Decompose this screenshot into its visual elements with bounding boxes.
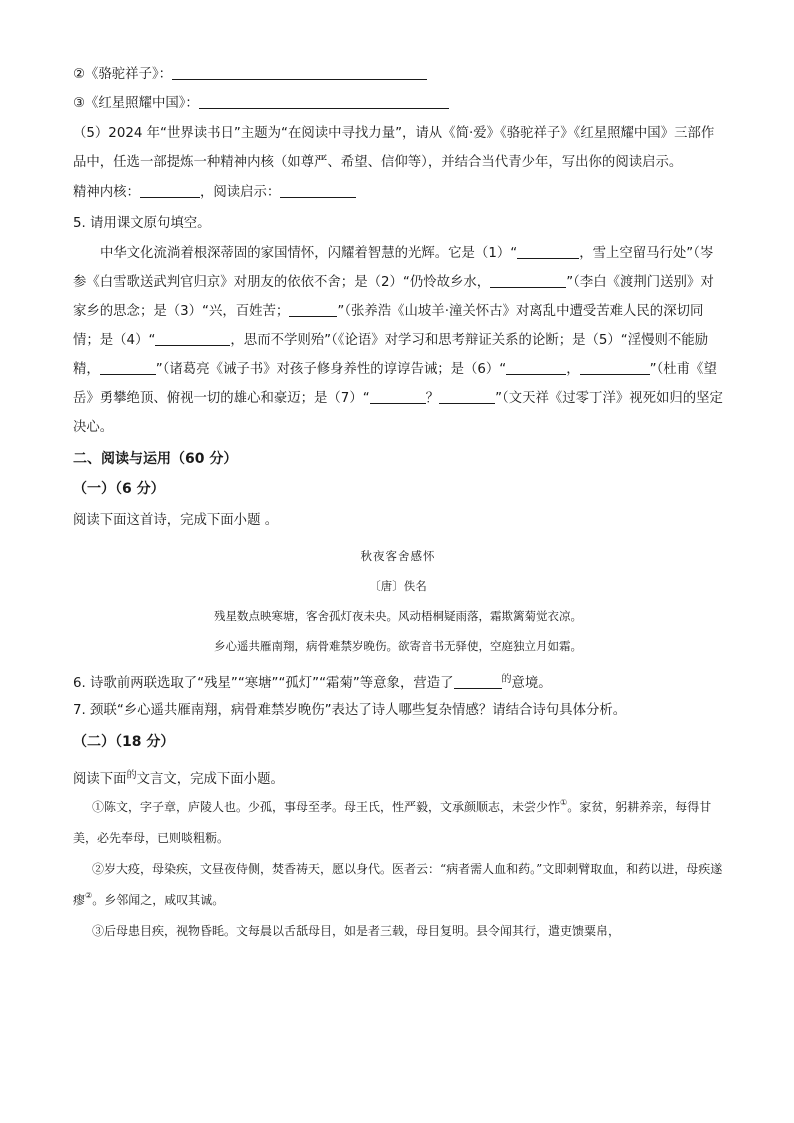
text-run: 阅读下面 bbox=[73, 772, 127, 787]
answer-blank[interactable] bbox=[172, 65, 427, 80]
answer-blank[interactable] bbox=[100, 360, 156, 375]
poem bbox=[73, 541, 723, 661]
part1-intro: 阅读下面这首诗，完成下面小题 。 bbox=[73, 513, 279, 528]
classical-paragraph-2 bbox=[73, 854, 723, 916]
classical-paragraph-3: ③后母患目疾，视物昏眊。文每晨以舌舐母目，如是者三载，母目复明。县令闻其行，遣吏馈粟帛， bbox=[92, 924, 621, 938]
text-run: 意境。 bbox=[511, 676, 552, 691]
text-run: ”（杜甫《望岳》勇攀绝顶、俯视一切的雄心和豪迈；是（7）“ bbox=[73, 362, 717, 406]
text-run: ”（文天祥《过零丁洋》视死如归的坚定决心。 bbox=[73, 391, 723, 435]
answer-blank[interactable] bbox=[506, 360, 566, 375]
poem-author: 〔唐〕佚名 bbox=[369, 579, 427, 593]
answer-blank[interactable] bbox=[289, 302, 337, 317]
text-run: 的 bbox=[501, 674, 512, 685]
text-run: ？ bbox=[425, 391, 440, 406]
text-run: 。乡邻闻之，咸叹其诚。 bbox=[92, 893, 225, 907]
answer-blank[interactable] bbox=[490, 273, 566, 288]
part2-title: （二）（18 分） bbox=[73, 734, 175, 750]
poem-line: 残星数点映寒塘，客舍孤灯夜未央。风动梧桐疑雨落，霜欺篱菊觉衣凉。 bbox=[214, 609, 582, 623]
footnote-marker: ① bbox=[560, 798, 568, 807]
q5-title: 5. 请用课文原句填空。 bbox=[73, 216, 211, 231]
text-run: ，思而不学则殆”（《论语》对学习和思考辩证关系的论断；是（5）“淫慢则不能励精， bbox=[73, 333, 709, 377]
text-run: ，雪上空留马行处”（岑参《白雪歌送武判官归京》对朋友的依依不舍；是（2）“仍怜故乡水， bbox=[73, 246, 714, 290]
poem-title: 秋夜客舍感怀 bbox=[360, 549, 436, 563]
poem-line: 乡心遥共雁南翔，病骨难禁岁晚伤。欲寄音书无驿使，空庭独立月如霜。 bbox=[214, 639, 582, 653]
answer-blank[interactable] bbox=[517, 244, 579, 259]
answer-blank[interactable] bbox=[580, 360, 650, 375]
q7: 7. 颈联“乡心遥共雁南翔，病骨难禁岁晚伤”表达了诗人哪些复杂情感？请结合诗句具体分析。 bbox=[73, 703, 627, 718]
text-run: 的 bbox=[126, 770, 137, 781]
text-run: 文言文，完成下面小题。 bbox=[136, 772, 284, 787]
answer-blank[interactable] bbox=[140, 183, 200, 198]
q4-part5-text: （5）2024 年“世界读书日”主题为“在阅读中寻找力量”，请从《简·爱》《骆驼祥子》《红星照耀中国》三部作品中，任选一部提炼一种精神内核（如尊严、希望、信仰等），并结合当代青少年，写出你的阅读启示。 bbox=[73, 126, 715, 170]
q5-fill-paragraph bbox=[73, 239, 723, 442]
q4-item2-label: ②《骆驼祥子》： bbox=[73, 67, 173, 82]
spirit-core-label: 精神内核： bbox=[73, 185, 140, 200]
part1-title: （一）（6 分） bbox=[73, 481, 165, 497]
text-run: ”（诸葛亮《诫子书》对孩子修身养性的谆谆告诫；是（6）“ bbox=[155, 362, 507, 377]
text-run: ①陈文，字子章，庐陵人也。少孤，事母至孝。母王氏，性严毅，文承颜顺志，未尝少怍 bbox=[92, 800, 561, 814]
answer-blank[interactable] bbox=[454, 674, 502, 689]
answer-blank[interactable] bbox=[439, 389, 495, 404]
text-run: ”（李白《渡荆门送别》对家乡的思念；是（3）“兴，百姓苦； bbox=[73, 275, 714, 319]
answer-blank[interactable] bbox=[155, 331, 230, 346]
reading-insight-label: ，阅读启示： bbox=[199, 185, 281, 200]
q4-item3-label: ③《红星照耀中国》： bbox=[73, 96, 199, 111]
text-run: ， bbox=[566, 362, 580, 377]
q6 bbox=[73, 667, 723, 692]
q4-answer-line bbox=[73, 180, 723, 205]
classical-paragraph-1 bbox=[73, 792, 723, 854]
text-run: 中华文化流淌着根深蒂固的家国情怀，闪耀着智慧的光辉。它是（1）“ bbox=[100, 246, 518, 261]
answer-blank[interactable] bbox=[370, 389, 426, 404]
answer-blank[interactable] bbox=[280, 183, 356, 198]
answer-blank[interactable] bbox=[199, 94, 449, 109]
footnote-marker: ② bbox=[85, 891, 93, 900]
section-title: 二、阅读与运用（60 分） bbox=[73, 451, 238, 467]
text-run: ”（张养浩《山坡羊·潼关怀古》对离乱中遭受苦难人民的深切同情；是（4）“ bbox=[73, 304, 704, 348]
q4-item3 bbox=[73, 91, 723, 116]
text-run: ②岁大疫，母染疾，文昼夜侍侧，焚香祷天，愿以身代。医者云：“病者需人血和药。”文即刺臂取血，和药以进，母疾遂瘳 bbox=[73, 862, 723, 907]
document-page bbox=[73, 62, 723, 947]
q4-item2 bbox=[73, 62, 723, 87]
text-run: 6. 诗歌前两联选取了“残星”“寒塘”“孤灯”“霜菊”等意象，营造了 bbox=[73, 676, 454, 691]
text-run: 。家贫，躬耕养亲，每得甘美，必先奉母，已则啖粗粝。 bbox=[73, 800, 712, 845]
part2-intro bbox=[73, 763, 723, 788]
